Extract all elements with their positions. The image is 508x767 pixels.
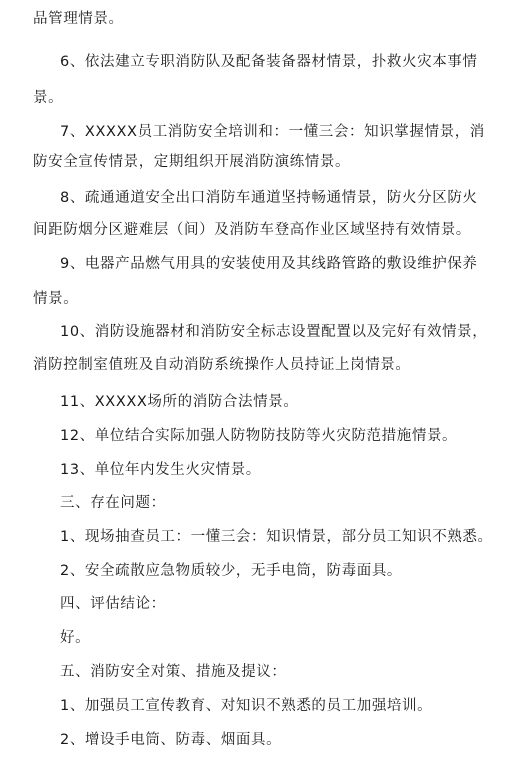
text-line: 12、单位结合实际加强人防物防技防等火灾防范措施情景。 — [60, 428, 458, 444]
text-line: 11、XXXXX场所的消防合法情景。 — [60, 394, 299, 410]
text-line: 8、疏通通道安全出口消防车通道坚持畅通情景，防火分区防火 — [60, 190, 478, 206]
text-line: 1、现场抽查员工：一懂三会：知识情景，部分员工知识不熟悉。 — [60, 529, 493, 545]
text-line: 13、单位年内发生火灾情景。 — [60, 462, 261, 478]
text-line: 消防控制室值班及自动消防系统操作人员持证上岗情景。 — [33, 357, 411, 373]
text-line: 1、加强员工宣传教育、对知识不熟悉的员工加强培训。 — [60, 698, 433, 714]
text-line: 2、安全疏散应急物质较少，无手电筒，防毒面具。 — [60, 563, 403, 579]
text-line: 景。 — [33, 90, 64, 106]
text-line: 10、消防设施器材和消防安全标志设置配置以及完好有效情景， — [60, 324, 488, 340]
section-heading: 四、评估结论： — [60, 596, 166, 612]
text-line: 9、电器产品燃气用具的安装使用及其线路管路的敷设维护保养 — [60, 256, 478, 272]
section-heading: 三、存在问题： — [60, 495, 166, 511]
text-line: 2、增设手电筒、防毒、烟面具。 — [60, 732, 282, 748]
text-line: 6、依法建立专职消防队及配备装备器材情景，扑救火灾本事情 — [60, 54, 478, 70]
section-heading: 五、消防安全对策、措施及提议： — [60, 664, 287, 680]
text-line: 品管理情景。 — [33, 11, 124, 27]
text-line: 间距防烟分区避难层（间）及消防车登高作业区域坚持有效情景。 — [33, 222, 471, 238]
text-line: 防安全宣传情景，定期组织开展消防演练情景。 — [33, 154, 351, 170]
text-line: 7、XXXXX员工消防安全培训和：一懂三会：知识掌握情景，消 — [60, 124, 485, 140]
text-line: 情景。 — [33, 291, 79, 307]
text-line: 好。 — [60, 630, 91, 646]
